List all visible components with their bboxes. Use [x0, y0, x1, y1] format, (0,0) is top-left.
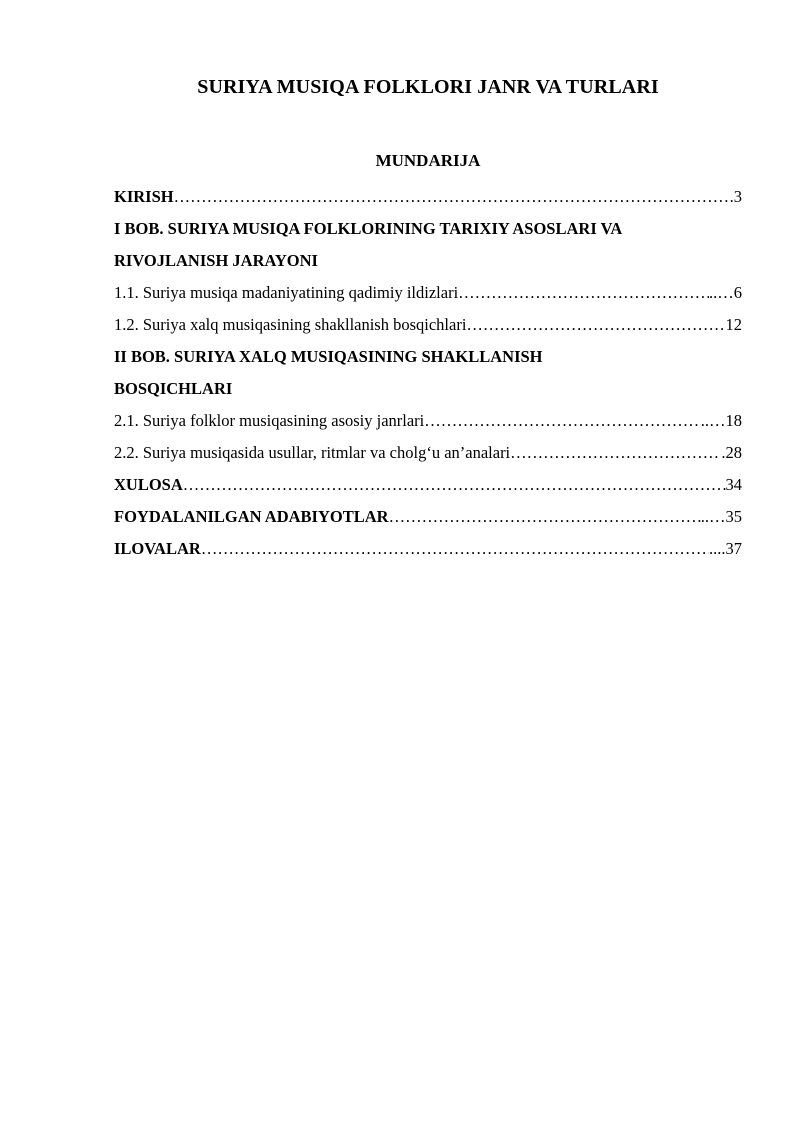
toc-entry-page: ..…6 — [709, 283, 742, 302]
toc-chapter-1-title-line2[interactable]: RIVOJLANISH JARAYONI — [114, 251, 318, 270]
toc-leader-dots — [183, 469, 726, 501]
toc-leader-dots — [458, 277, 709, 309]
toc-entry-page: 34 — [725, 475, 742, 494]
toc-chapter-2-title-line2[interactable]: BOSQICHLARI — [114, 379, 233, 398]
toc-entry-page: .3 — [729, 187, 742, 206]
toc-entry-2-2[interactable] — [114, 437, 742, 469]
toc-entry-label: FOYDALANILGAN ADABIYOTLAR — [114, 507, 389, 526]
toc-leader-dots — [201, 533, 709, 565]
toc-leader-dots — [174, 181, 730, 213]
toc-entry-label: ILOVALAR — [114, 539, 201, 558]
toc-entry-page: 12 — [725, 315, 742, 334]
toc-entry-foydalanilgan-adabiyotlar[interactable] — [114, 501, 742, 533]
toc-entry-page: ..…35 — [700, 507, 742, 526]
toc-entry-ilovalar[interactable] — [114, 533, 742, 565]
toc-leader-dots — [510, 437, 721, 469]
toc-leader-dots — [424, 405, 700, 437]
toc-heading: MUNDARIJA — [375, 151, 481, 170]
toc-chapter-2-title-line1[interactable]: II BOB. SURIYA XALQ MUSIQASINING SHAKLLANISH — [114, 347, 543, 366]
toc-entry-label: 2.1. Suriya folklor musiqasining asosiy janrlari — [114, 411, 425, 430]
toc-entry-label: KIRISH — [114, 187, 174, 206]
toc-entry-2-1[interactable] — [114, 405, 742, 437]
toc-entry-page: .28 — [721, 443, 742, 462]
toc-entry-label: XULOSA — [114, 475, 183, 494]
toc-leader-dots — [466, 309, 725, 341]
toc-leader-dots — [389, 501, 701, 533]
toc-entry-label: 1.2. Suriya xalq musiqasining shakllanish bosqichlari — [114, 315, 467, 334]
toc-entry-label: 1.1. Suriya musiqa madaniyatining qadimiy ildizlari — [114, 283, 459, 302]
toc-entry-xulosa[interactable] — [114, 469, 742, 501]
toc-chapter-1-title-line1[interactable]: I BOB. SURIYA MUSIQA FOLKLORINING TARIXIY ASOSLARI VA — [114, 219, 623, 238]
toc-entry-label: 2.2. Suriya musiqasida usullar, ritmlar va cholg‘u an’analari — [114, 443, 511, 462]
document-title: SURIYA MUSIQA FOLKLORI JANR VA TURLARI — [197, 76, 659, 98]
toc-entry-1-1[interactable] — [114, 277, 742, 309]
toc-entry-page: ....37 — [709, 539, 742, 558]
table-of-contents — [114, 181, 742, 565]
toc-entry-kirish[interactable] — [114, 181, 742, 213]
toc-entry-1-2[interactable] — [114, 309, 742, 341]
toc-entry-page: ..…18 — [700, 411, 742, 430]
